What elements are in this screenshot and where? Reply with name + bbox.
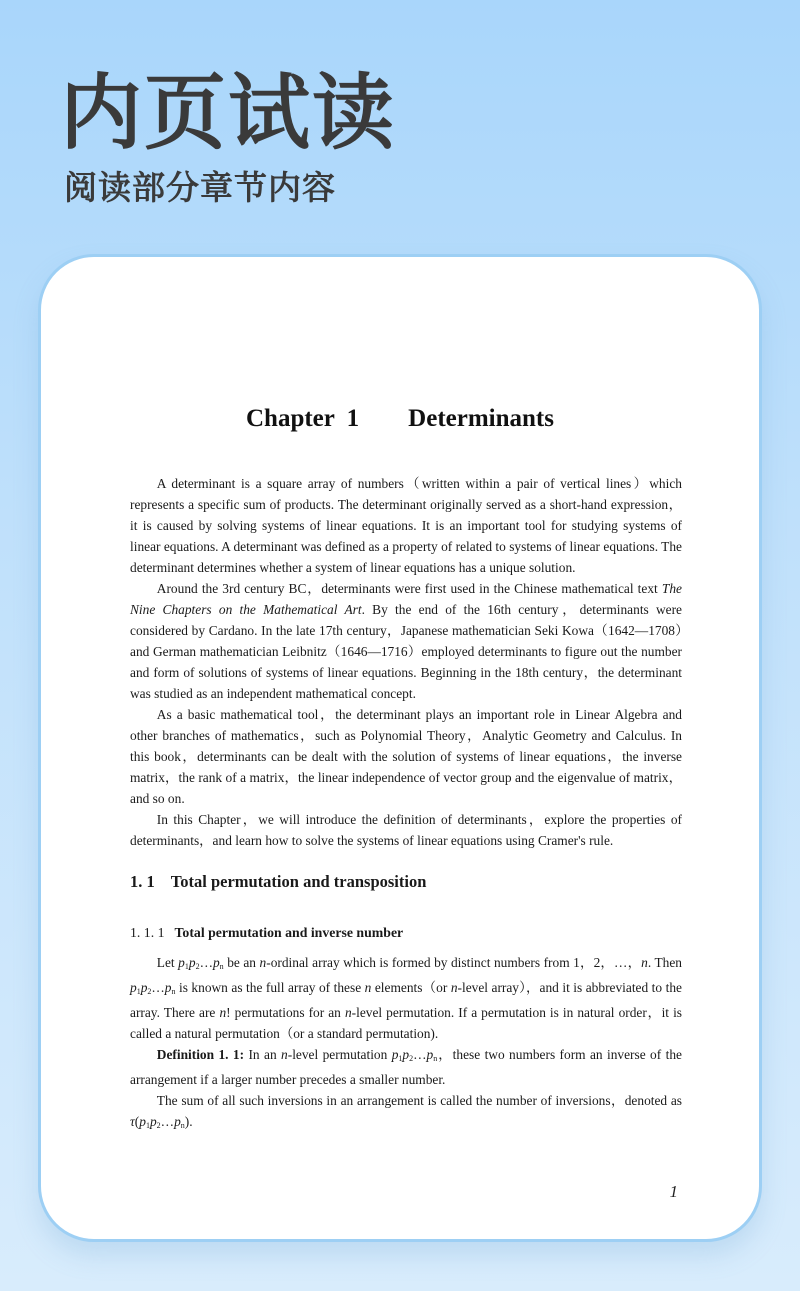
chapter-title: Chapter 1 Determinants <box>246 405 554 432</box>
paragraph-intro: A determinant is a square array of numbers（written within a pair of vertical lines）which represents a specific sum of products. The determinant originally served as a short-hand expression，it is caused by solving systems of linear equations. It is an important tool for studying systems of linear equations. A determinant was defined as a property of related to systems of linear equations. The determinant determines whether a system of linear equations has a unique solution. <box>130 476 682 575</box>
definition-label: Definition 1. 1: <box>156 1047 245 1062</box>
section-title: Total permutation and transposition <box>170 872 427 891</box>
subsection-title: Total permutation and inverse number <box>174 925 404 940</box>
book-title-italic: The Nine Chapters on the Mathematical Art <box>130 581 682 617</box>
paragraph-permutation: Let $p_1p_2\dots p_n$ be an n-ordinal array which is formed by distinct numbers from 1，2，…，n. Then $p_1p_2\dots p_n$ is known as the full array of these n elements（or n-level array），and it is abbreviated to the array. There are n! permutations for an n-level permutation. If a permutation is in natural order，it is called a natural permutation（or a standard permutation). <box>130 955 682 1041</box>
hero-subtitle: 阅读部分章节内容 <box>64 168 336 207</box>
subsection-heading <box>130 923 682 943</box>
paragraph-history: Around the 3rd century BC，determinants were first used in the Chinese mathematical text The Nine Chapters on the Mathematical Art. By the end of the 16th century，determinants were considered by Cardano. In the late 17th century，Japanese mathematician Seki Kowa（1642—1708）and German mathematician Leibnitz（1646—1716）employed determinants to figure out the number and form of solutions of systems of linear equations. Beginning in the 18th century，the determinant was studied as an independent mathematical concept. <box>130 581 683 701</box>
paragraph-definition: Definition 1. 1: In an n-level permutation $p_1p_2\dots p_n$，these two numbers form an inverse of the arrangement if a larger number precedes a smaller number. <box>130 1047 682 1087</box>
book-page-card <box>38 254 762 1242</box>
paragraph-inversions: The sum of all such inversions in an arrangement is called the number of inversions，denoted as $\tau(p_1p_2\dots p_n)$. <box>130 1093 682 1130</box>
subsection-number: 1. 1. 1 <box>130 925 165 940</box>
hero-title: 内页试读 <box>60 66 397 161</box>
paragraph-chapter-intro: In this Chapter，we will introduce the definition of determinants，explore the properties of determinants，and learn how to solve the systems of linear equations using Cramer's rule. <box>130 812 682 848</box>
page-body <box>130 473 682 1136</box>
section-number: 1. 1 <box>130 872 155 891</box>
paragraph-role: As a basic mathematical tool，the determinant plays an important role in Linear Algebra and other branches of mathematics，such as Polynomial Theory，Analytic Geometry and Calculus. In this book，determinants can be dealt with the solution of systems of linear equations，the inverse matrix，the rank of a matrix，the linear independence of vector group and the eigenvalue of matrix，and so on. <box>130 707 682 806</box>
section-heading <box>130 871 682 893</box>
page-number: 1 <box>669 1182 678 1201</box>
